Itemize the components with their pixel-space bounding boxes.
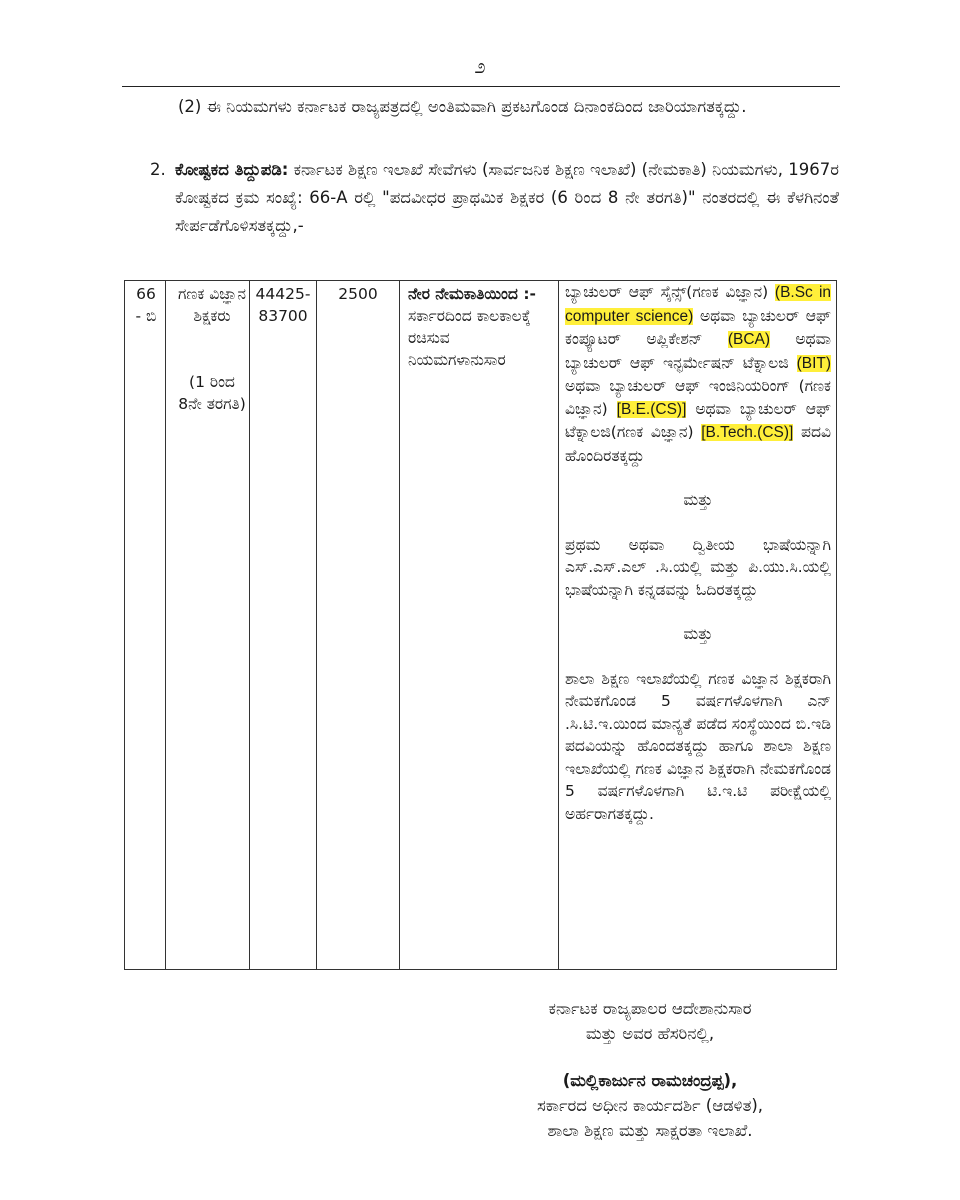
column-divider xyxy=(558,281,559,969)
amendment-text: ಕರ್ನಾಟಕ ಶಿಕ್ಷಣ ಇಲಾಖೆ ಸೇವೆಗಳು (ಸಾರ್ವಜನಿಕ ಶಿಕ್ಷಣ ಇಲಾಖೆ) (ನೇಮಕಾತಿ) ನಿಯಮಗಳು, 1967ರ ಕೋಷ್ಟಕದ ಕ್ರಮ ಸಂಖ್ಯೆ: 66-A ರಲ್ಲಿ "ಪದವೀಧರ ಪ್ರಾಥಮಿಕ ಶಿಕ್ಷಕರ (6 ರಿಂದ 8 ನೇ ತರಗತಿ)" ನಂತರದಲ್ಲಿ ಈ ಕೆಳಗಿನಂತೆ ಸೇರ್ಪಡೆಗೊಳಿಸತಕ್ಕದ್ದು,- xyxy=(175,160,839,235)
spacer xyxy=(565,512,831,534)
qualification-text: ಪದವಿ ಹೊಂದಿರತಕ್ಕದ್ದು xyxy=(565,423,831,465)
posts-count-cell: 2500 xyxy=(338,285,378,303)
spacer xyxy=(565,467,831,489)
signatory-name: (ಮಲ್ಲಿಕಾರ್ಜುನ ರಾಮಚಂದ್ರಪ್ಪ), xyxy=(562,1071,738,1090)
page-number: ೨ xyxy=(474,54,486,78)
and-separator: ಮತ್ತು xyxy=(683,491,713,509)
qualification-text: ಅಥವಾ ಬ್ಯಾಚುಲರ್ ಆಫ್ ಇಂಜಿನಿಯರಿಂಗ್ (ಗಣಕ ವಿಜ್ಞಾನ) xyxy=(565,377,831,418)
column-divider xyxy=(316,281,317,969)
language-requirement: ಪ್ರಥಮ ಅಥವಾ ದ್ವಿತೀಯ ಭಾಷೆಯನ್ನಾಗಿ ಎಸ್.ಎಸ್.ಎಲ್ .ಸಿ.ಯಲ್ಲಿ ಮತ್ತು ಪಿ.ಯು.ಸಿ.ಯಲ್ಲಿ ಭಾಷೆಯನ್ನಾಗಿ ಕನ್ನಡವನ್ನು ಓದಿರತಕ್ಕದ್ದು xyxy=(565,535,831,599)
post-name-cell: ಗಣಕ ವಿಜ್ಞಾನ ಶಿಕ್ಷಕರು xyxy=(178,285,246,325)
signatory-designation: ಸರ್ಕಾರದ ಅಧೀನ ಕಾರ್ಯದರ್ಶಿ (ಆಡಳಿತ), xyxy=(536,1096,764,1115)
order-line: ಮತ್ತು ಅವರ ಹೆಸರಿನಲ್ಲಿ, xyxy=(585,1024,715,1043)
highlighted-degree: (BIT) xyxy=(796,354,832,372)
order-line: ಕರ್ನಾಟಕ ರಾಜ್ಯಪಾಲರ ಆದೇಶಾನುಸಾರ xyxy=(548,999,752,1018)
amendment-number: 2. xyxy=(150,160,166,179)
spacer xyxy=(565,601,831,623)
qualification-cell xyxy=(565,281,831,825)
highlighted-degree: [B.Tech.(CS)] xyxy=(701,424,794,441)
post-classes-cell: (1 ರಿಂದ 8ನೇ ತರಗತಿ) xyxy=(178,373,246,413)
signatory-block xyxy=(460,1068,840,1143)
highlighted-degree: (BCA) xyxy=(727,331,771,348)
experience-requirement: ಶಾಲಾ ಶಿಕ್ಷಣ ಇಲಾಖೆಯಲ್ಲಿ ಗಣಕ ವಿಜ್ಞಾನ ಶಿಕ್ಷಕರಾಗಿ ನೇಮಕಗೊಂಡ 5 ವರ್ಷಗಳೊಳಗಾಗಿ ಎನ್ .ಸಿ.ಟಿ.ಇ.ಯಿಂದ ಮಾನ್ಯತೆ ಪಡೆದ ಸಂಸ್ಥೆಯಿಂದ ಬಿ.ಇಡಿ ಪದವಿಯನ್ನು ಹೊಂದತಕ್ಕದ್ದು ಹಾಗೂ ಶಾಲಾ ಶಿಕ್ಷಣ ಇಲಾಖೆಯಲ್ಲಿ ಗಣಕ ವಿಜ್ಞಾನ ಶಿಕ್ಷಕರಾಗಿ ನೇಮಕಗೊಂಡ 5 ವರ್ಷಗಳೊಳಗಾಗಿ ಟಿ.ಇ.ಟಿ ಪರೀಕ್ಷೆಯಲ್ಲಿ ಅರ್ಹರಾಗತಕ್ಕದ್ದು. xyxy=(565,669,831,823)
and-separator: ಮತ್ತು xyxy=(683,625,713,643)
highlighted-degree: (B.Sc in computer science) xyxy=(565,284,832,325)
highlighted-degree: [B.E.(CS)] xyxy=(616,400,687,418)
recruitment-method-cell xyxy=(408,283,548,371)
recruitment-text: ಸರ್ಕಾರದಿಂದ ಕಾಲಕಾಲಕ್ಕೆ ರಚಿಸುವ ನಿಯಮಗಳಾನುಸಾರ xyxy=(408,307,531,369)
pay-scale-cell: 44425- 83700 xyxy=(255,285,311,325)
qualification-text: ಅಥವಾ ಬ್ಯಾಚುಲರ್ ಆಫ್ ಇನ್ಫರ್ಮೇಷನ್ ಟೆಕ್ನಾಲಜಿ xyxy=(565,330,831,372)
column-divider xyxy=(399,281,400,969)
schedule-table xyxy=(124,280,837,970)
governor-order-block xyxy=(460,996,840,1046)
spacer xyxy=(565,646,831,668)
column-divider xyxy=(249,281,250,969)
column-divider xyxy=(165,281,166,969)
qualification-text: ಅಥವಾ ಬ್ಯಾಚುಲರ್ ಆಫ್ ಕಂಪ್ಯೂಟರ್ ಅಪ್ಲಿಕೇಶನ್ xyxy=(565,306,831,348)
clause-2-continuation: (2) ಈ ನಿಯಮಗಳು ಕರ್ನಾಟಕ ರಾಜ್ಯಪತ್ರದಲ್ಲಿ ಅಂತಿಮವಾಗಿ ಪ್ರಕಟಗೊಂಡ ದಿನಾಂಕದಿಂದ ಜಾರಿಯಾಗತಕ್ಕದ್ದು. xyxy=(178,97,747,116)
qualification-text: ಅಥವಾ ಬ್ಯಾಚುಲರ್ ಆಫ್ ಟೆಕ್ನಾಲಜಿ(ಗಣಕ ವಿಜ್ಞಾನ) xyxy=(565,399,831,441)
qualification-text: ಬ್ಯಾಚುಲರ್ ಆಫ್ ಸೈನ್ಸ್(ಗಣಕ ವಿಜ್ಞಾನ) xyxy=(565,283,769,301)
amendment-heading: ಕೋಷ್ಟಕದ ತಿದ್ದುಪಡಿ: xyxy=(175,160,289,179)
signatory-department: ಶಾಲಾ ಶಿಕ್ಷಣ ಮತ್ತು ಸಾಕ್ಷರತಾ ಇಲಾಖೆ. xyxy=(547,1121,753,1140)
amendment-paragraph xyxy=(175,156,839,240)
serial-cell: 66 - ಬಿ xyxy=(135,285,157,325)
header-rule xyxy=(122,86,840,87)
recruitment-heading: ನೇರ ನೇಮಕಾತಿಯಿಂದ :- xyxy=(408,285,536,303)
